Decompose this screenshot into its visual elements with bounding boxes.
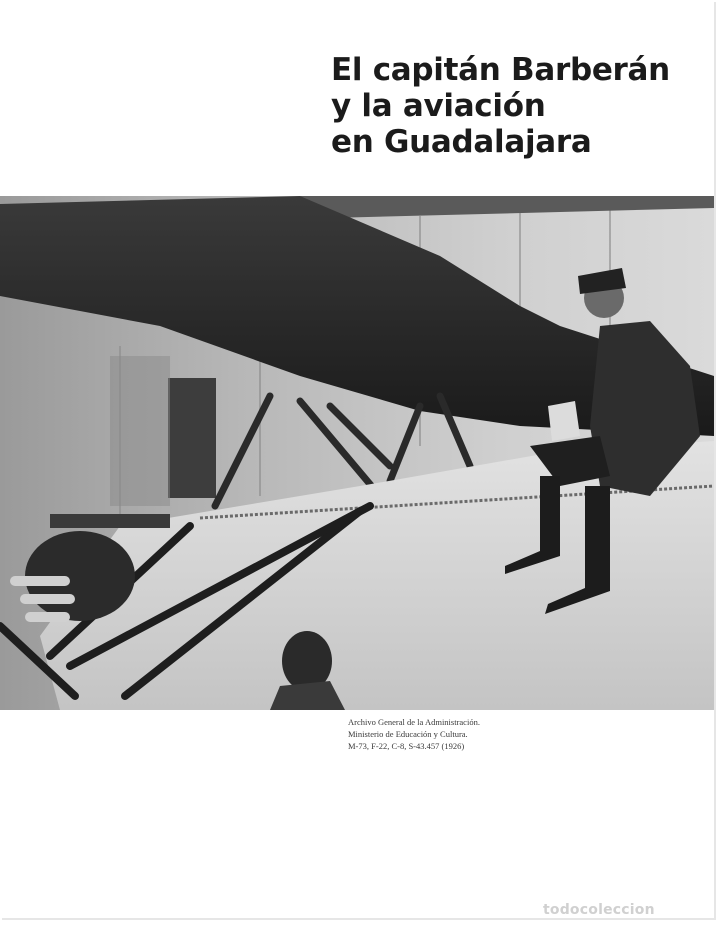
caption-line-1: Archivo General de la Administración.: [348, 717, 480, 727]
caption-line-3: M-73, F-22, C-8, S-43.457 (1926): [348, 741, 465, 751]
title-line-1: El capitán Barberán: [331, 52, 670, 88]
photo-caption: [348, 716, 688, 752]
biplane-photo-illustration: [0, 196, 714, 710]
title-line-2: y la aviación: [331, 88, 546, 124]
article-title: [331, 52, 670, 160]
caption-line-2: Ministerio de Educación y Cultura.: [348, 729, 468, 739]
watermark: todocoleccion: [543, 902, 655, 918]
archive-photo: [0, 196, 714, 710]
title-line-3: en Guadalajara: [331, 124, 592, 160]
